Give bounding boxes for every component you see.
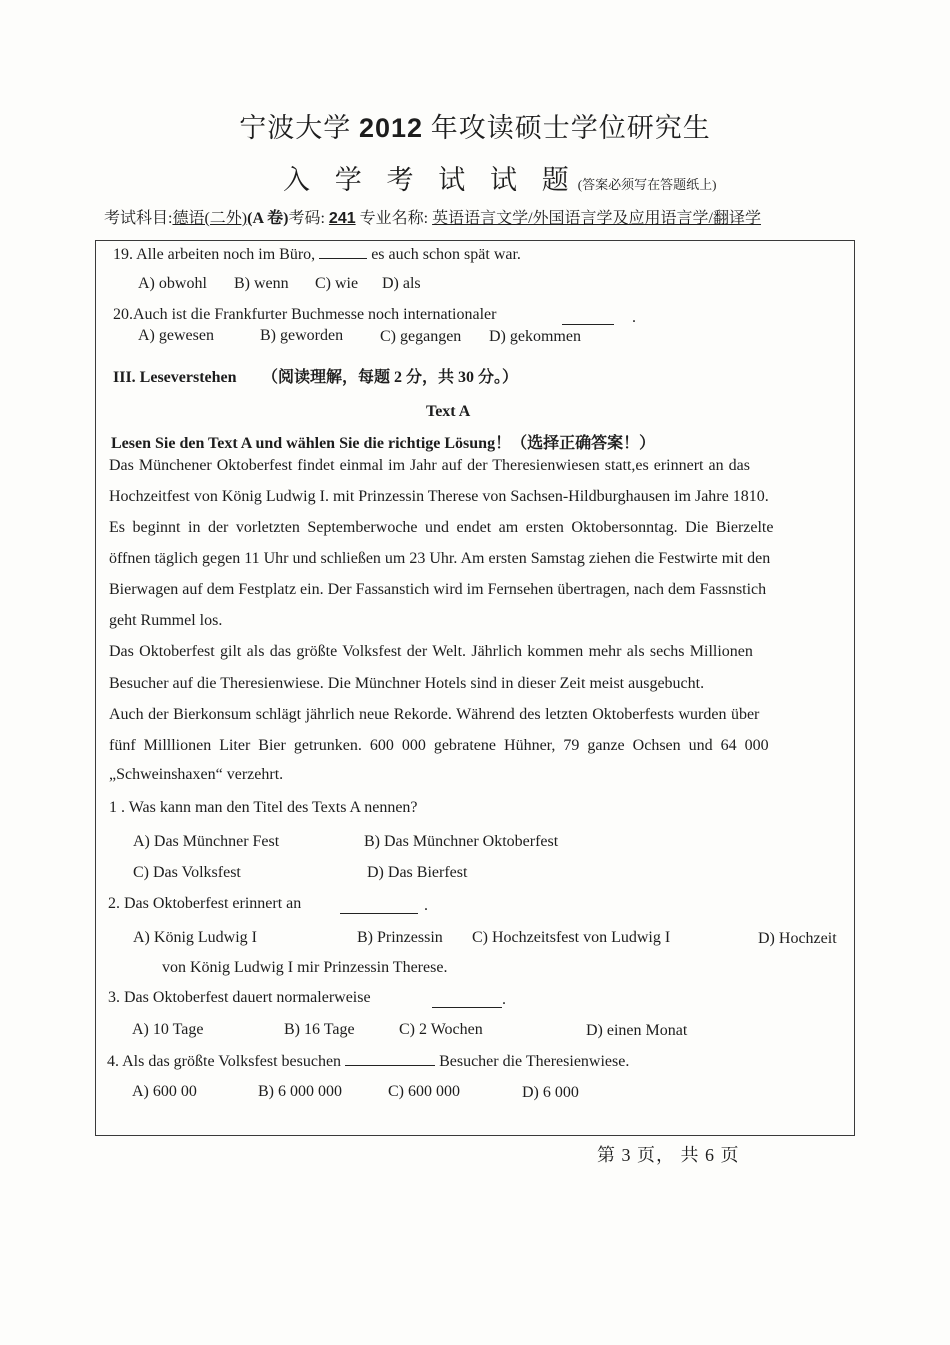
reading-instruction: Lesen Sie den Text A und wählen Sie die richtige Lösung！（选择正确答案！） xyxy=(111,435,656,452)
q20-option-d: D) gekommen xyxy=(489,328,581,345)
q2-option-d-continued: von König Ludwig I mir Prinzessin Therese. xyxy=(162,959,448,976)
passage-line: „Schweinshaxen“ verzehrt. xyxy=(109,766,284,783)
exam-title xyxy=(0,106,950,145)
passage-line: Bierwagen auf dem Festplatz ein. Der Fassanstich wird im Fernsehen übertragen, nach dem Fassnstich xyxy=(109,581,767,598)
page-number: 第 3 页， 共 6 页 xyxy=(597,1145,740,1165)
q3-end: . xyxy=(502,991,506,1008)
q19-stem-b: es auch schon spät war. xyxy=(367,246,521,263)
q2-option-c: C) Hochzeitsfest von Ludwig I xyxy=(472,929,671,946)
subject-line xyxy=(104,205,761,228)
q4-option-d: D) 6 000 xyxy=(522,1084,579,1101)
passage-line: Das Münchener Oktoberfest findet einmal im Jahr auf der Theresienwiesen statt,es erinnert an das xyxy=(109,457,750,474)
q19-option-d: D) als xyxy=(382,275,421,292)
title-suffix: 年攻读硕士学位研究生 xyxy=(423,113,711,143)
q3-option-a: A) 10 Tage xyxy=(132,1021,204,1038)
passage-line: Es beginnt in der vorletzten Septemberwoche und endet am ersten Oktobersonntag. Die Bierzelte xyxy=(109,519,774,536)
q4-stem-a: 4. Als das größte Volksfest besuchen xyxy=(107,1053,346,1070)
q1-stem: 1 . Was kann man den Titel des Texts A nennen? xyxy=(109,799,418,816)
code-label: 考码: xyxy=(288,210,329,227)
q3-option-c: C) 2 Wochen xyxy=(399,1021,483,1038)
title-year: 2012 xyxy=(358,113,424,143)
q20-option-a: A) gewesen xyxy=(138,327,214,344)
q2-blank xyxy=(340,899,418,914)
exam-subtitle xyxy=(283,158,716,197)
q19-stem-a: 19. Alle arbeiten noch im Büro, xyxy=(113,246,320,263)
q4-option-c: C) 600 000 xyxy=(388,1083,460,1100)
q19-option-a: A) obwohl xyxy=(138,275,207,292)
passage-line: fünf Milllionen Liter Bier getrunken. 600 000 gebratene Hühner, 79 ganze Ochsen und 64 000 xyxy=(109,737,769,754)
q2-end: . xyxy=(424,897,428,914)
q2-option-b: B) Prinzessin xyxy=(357,929,443,946)
passage-line: öffnen täglich gegen 11 Uhr und schließen um 23 Uhr. Am ersten Samstag ziehen die Festwirte mit den xyxy=(109,550,771,567)
q4-option-b: B) 6 000 000 xyxy=(258,1083,342,1100)
q4-stem xyxy=(107,1051,629,1072)
q4-option-a: A) 600 00 xyxy=(132,1083,197,1100)
q19-option-c: C) wie xyxy=(315,275,359,292)
title-prefix: 宁波大学 xyxy=(239,113,359,143)
q19-blank xyxy=(319,244,367,259)
q1-option-a: A) Das Münchner Fest xyxy=(133,833,280,850)
q4-stem-b: Besucher die Theresienwiese. xyxy=(435,1053,630,1070)
major-label: 专业名称: xyxy=(355,210,433,227)
q19-stem xyxy=(113,244,521,265)
subtitle-note: (答案必须写在答题纸上) xyxy=(577,177,717,192)
code-value: 241 xyxy=(328,210,356,227)
subject-value: 德语(二外) xyxy=(172,210,248,227)
q4-blank xyxy=(345,1051,435,1066)
q1-option-c: C) Das Volksfest xyxy=(133,864,241,881)
q2-stem: 2. Das Oktoberfest erinnert an xyxy=(108,895,302,912)
q20-option-b: B) geworden xyxy=(260,327,344,344)
subtitle-text: 入 学 考 试 试 题 xyxy=(283,165,578,195)
section-heading: III. Leseverstehen xyxy=(113,369,237,386)
q20-blank xyxy=(562,310,614,325)
passage-line: Auch der Bierkonsum schlägt jährlich neue Rekorde. Während des letzten Oktoberfests wurden über xyxy=(109,706,760,723)
section-note: （阅读理解，每题 2 分，共 30 分。） xyxy=(262,369,519,386)
q3-blank xyxy=(432,993,502,1008)
passage-line: geht Rummel los. xyxy=(109,612,223,629)
passage-line: Hochzeitfest von König Ludwig I. mit Prinzessin Therese von Sachsen-Hildburghausen im Jahre 1810. xyxy=(109,488,769,505)
text-title: Text A xyxy=(426,403,471,420)
passage-line: Das Oktoberfest gilt als das größte Volksfest der Welt. Jährlich kommen mehr als sechs Millionen xyxy=(109,643,753,660)
major-value: 英语语言文学/外国语言学及应用语言学/翻译学 xyxy=(432,210,761,227)
q3-option-d: D) einen Monat xyxy=(586,1022,688,1039)
subject-label: 考试科目: xyxy=(104,210,173,227)
q1-option-b: B) Das Münchner Oktoberfest xyxy=(364,833,559,850)
q20-end: . xyxy=(632,309,636,326)
paper-version: (A 卷) xyxy=(247,210,289,227)
q3-option-b: B) 16 Tage xyxy=(284,1021,355,1038)
q20-option-c: C) gegangen xyxy=(380,328,462,345)
q1-option-d: D) Das Bierfest xyxy=(367,864,468,881)
q2-option-a: A) König Ludwig I xyxy=(133,929,257,946)
q19-option-b: B) wenn xyxy=(234,275,289,292)
q3-stem: 3. Das Oktoberfest dauert normalerweise xyxy=(108,989,371,1006)
passage-line: Besucher auf die Theresienwiese. Die Münchner Hotels sind in dieser Zeit meist ausgebucht. xyxy=(109,675,705,692)
q20-stem: 20.Auch ist die Frankfurter Buchmesse noch internationaler xyxy=(113,306,497,323)
q2-option-d: D) Hochzeit xyxy=(758,930,837,947)
